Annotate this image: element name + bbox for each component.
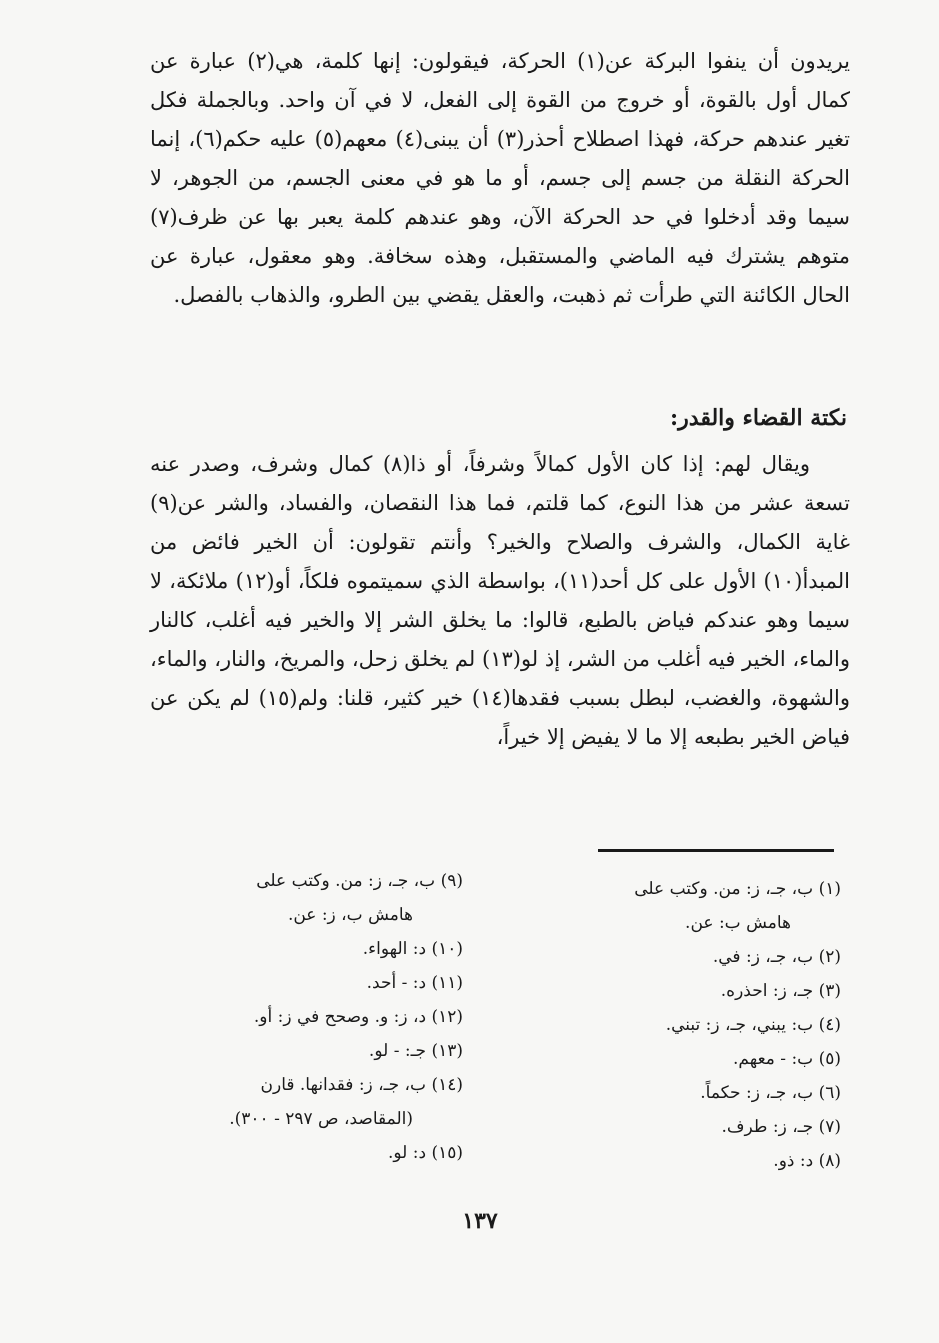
footnote-item: (١٠) د: الهواء. <box>362 939 463 959</box>
footnote-item: (١) ب، جـ، ز: من. وكتب على هامش ب: عن. <box>634 879 841 933</box>
second-paragraph <box>150 445 850 757</box>
footnote-item: (١٣) جـ: - لو. <box>368 1041 463 1061</box>
footnote-item: (٥) ب: - معهم. <box>733 1049 841 1069</box>
paragraph-text-1: يريدون أن ينفوا البركة عن(١) الحركة، فيقولون: إنها كلمة، هي(٢) عبارة عن كمال أول بالقوة، أو خروج من القوة إلى الفعل، لا في آن واحد. وبالجملة فكل تغير عندهم حركة، فهذا اصطلاح أحذر(٣) أن يبنى(٤) معهم(٥) عليه حكم(٦)، إنما الحركة النقلة من جسم إلى جسم، أو ما هو في معنى الجسم، من الجوهر، لا سيما وقد أدخلوا في حد الحركة الآن، وهو عندهم كلمة يعبر بها عن ظرف(٧) متوهم يشترك فيه الماضي والمستقبل، وهذه سخافة. وهو معقول، عبارة عن الحال الكائنة التي طرأت ثم ذهبت، والعقل يقضي بين الطرو، والذهاب بالفصل. <box>150 49 851 307</box>
footnote-item: (١٢) د، ز: و. وصحح في ز: أو. <box>253 1007 463 1027</box>
footnote-item: (٣) جـ، ز: احذره. <box>720 981 841 1001</box>
footnote-item: (٢) ب، جـ، ز: في. <box>712 947 841 967</box>
footnote-item: (١١) د: - أحد. <box>366 973 463 993</box>
footnote-item: (١٥) د: لو. <box>387 1143 463 1163</box>
footnotes-left-column <box>128 864 463 1170</box>
paragraph-text-2: ويقال لهم: إذا كان الأول كمالاً وشرفاً، أو ذا(٨) كمال وشرف، وصدر عنه تسعة عشر من هذا النوع، كما قلتم، فما هذا النقصان، والفساد، والشر عن(٩) غاية الكمال، والشرف والصلاح والخير؟ وأنتم تقولون: أن الخير فائض من المبدأ(١٠) الأول على كل أحد(١١)، بواسطة الذي سميتموه فلكاً، أو(١٢) ملائكة، لا سيما وهو عندكم فياض بالطبع، قالوا: ما يخلق الشر إلا والخير فيه أغلب، كالنار والماء، الخير فيه أغلب من الشر، إذ لو(١٣) لم يخلق زحل، والمريخ، والنار، والماء، والشهوة، والغضب، لبطل بسبب فقدها(١٤) خير كثير، قلنا: ولم(١٥) لم يكن عن فياض الخير بطبعه إلا ما لا يفيض إلا خيراً، <box>150 452 851 749</box>
page-number: ١٣٧ <box>462 1208 498 1234</box>
footnote-item: (٤) ب: يبني، جـ، ز: تبني. <box>665 1015 841 1035</box>
footnote-item: (٨) د: ذو. <box>773 1151 841 1171</box>
footnote-divider <box>598 849 834 852</box>
footnotes-right-column <box>511 872 841 1178</box>
footnote-item: (١٤) ب، جـ، ز: فقدانها. قارن (المقاصد، ص ٢٩٧ - ٣٠٠). <box>229 1075 463 1129</box>
section-heading: نكتة القضاء والقدر: <box>670 405 847 431</box>
main-paragraph <box>150 42 850 315</box>
footnote-item: (٦) ب، جـ، ز: حكماً. <box>700 1083 841 1103</box>
footnote-item: (٩) ب، جـ، ز: من. وكتب على هامش ب، ز: عن. <box>256 871 463 925</box>
footnote-item: (٧) جـ، ز: طرف. <box>721 1117 841 1137</box>
